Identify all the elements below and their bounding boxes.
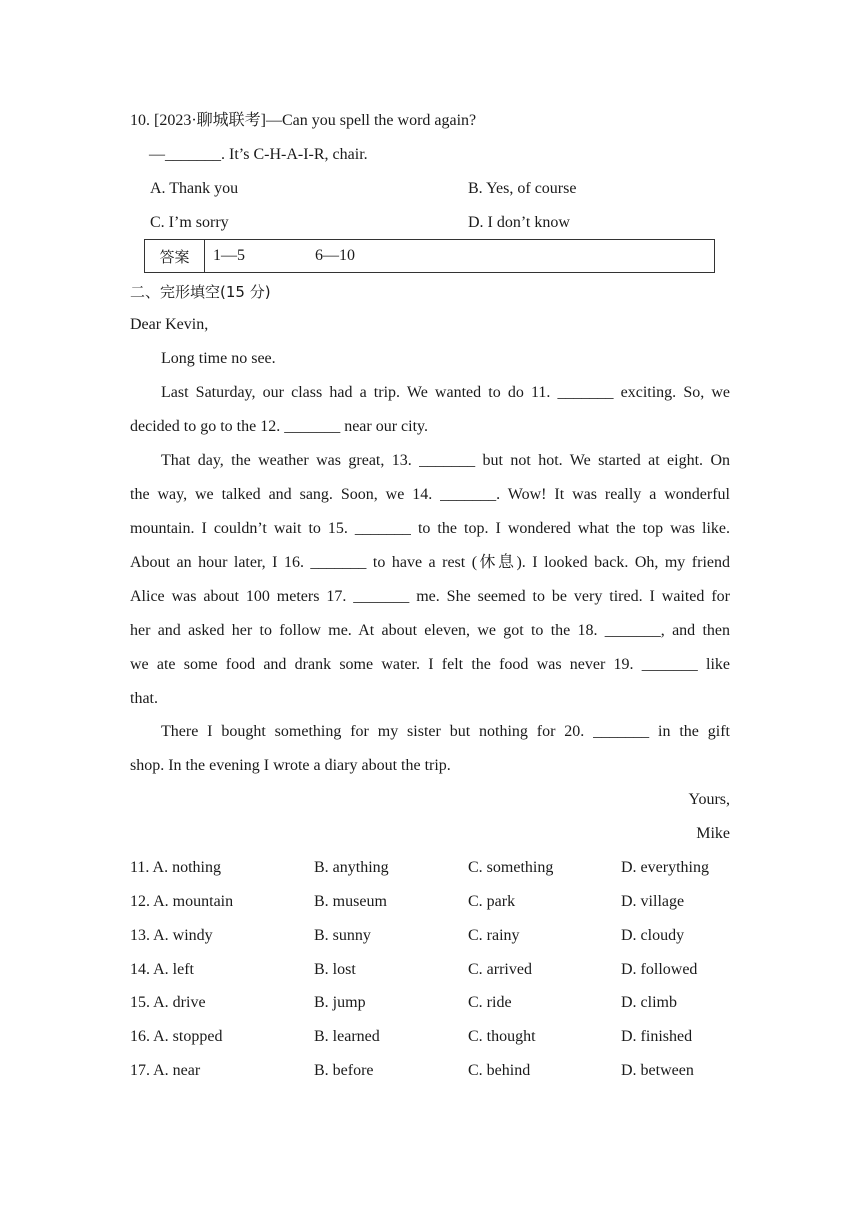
choice-option: D. cloudy <box>621 927 685 944</box>
choice-option: 17. A. near <box>130 1062 201 1079</box>
question-10-option-a: A. Thank you <box>150 180 239 197</box>
question-10-option-d: D. I don’t know <box>468 214 570 231</box>
choice-option: D. followed <box>621 961 698 978</box>
question-10-reply: —_______. It’s C-H-A-I-R, chair. <box>149 146 368 163</box>
choice-option: 11. A. nothing <box>130 859 221 876</box>
letter-paragraph-1: Long time no see. <box>161 350 276 367</box>
choice-option: D. everything <box>621 859 709 876</box>
choice-option: 16. A. stopped <box>130 1028 223 1045</box>
choice-option: B. anything <box>314 859 389 876</box>
letter-greeting: Dear Kevin, <box>130 316 209 333</box>
choice-option: B. sunny <box>314 927 371 944</box>
letter-line: That day, the weather was great, 13. _______ but not hot. We started at eight. On <box>161 452 730 469</box>
choice-option: C. park <box>468 893 516 910</box>
letter-line: mountain. I couldn’t wait to 15. _______ to the top. I wondered what the top was like. <box>130 520 730 537</box>
letter-line: the way, we talked and sang. Soon, we 14. _______. Wow! It was really a wonderful <box>130 486 730 503</box>
answer-range-1: 1—5 <box>213 247 245 264</box>
letter-closing: Yours, <box>688 791 730 808</box>
answer-box-label: 答案 <box>145 240 205 272</box>
letter-line: decided to go to the 12. _______ near our city. <box>130 418 428 435</box>
choice-option: D. climb <box>621 994 677 1011</box>
answer-box-ranges <box>205 240 355 272</box>
question-10-stem: 10. [2023·聊城联考]—Can you spell the word again? <box>130 112 477 129</box>
question-10-option-b: B. Yes, of course <box>468 180 577 197</box>
choice-option: D. between <box>621 1062 694 1079</box>
choice-option: C. something <box>468 859 554 876</box>
choice-option: 14. A. left <box>130 961 194 978</box>
choice-option: C. behind <box>468 1062 531 1079</box>
choice-option: B. learned <box>314 1028 380 1045</box>
letter-line: There I bought something for my sister but nothing for 20. _______ in the gift <box>161 723 730 740</box>
choice-option: D. finished <box>621 1028 693 1045</box>
choice-option: B. jump <box>314 994 366 1011</box>
letter-signature: Mike <box>696 825 730 842</box>
letter-line: that. <box>130 690 158 707</box>
choice-option: C. thought <box>468 1028 536 1045</box>
section-title: 二、完形填空(15 分) <box>130 283 271 301</box>
letter-line: Last Saturday, our class had a trip. We wanted to do 11. _______ exciting. So, we <box>161 384 730 401</box>
choice-option: C. ride <box>468 994 512 1011</box>
choice-option: B. museum <box>314 893 387 910</box>
choice-option: B. lost <box>314 961 356 978</box>
letter-line: her and asked her to follow me. At about eleven, we got to the 18. _______, and then <box>130 622 730 639</box>
choice-option: C. arrived <box>468 961 532 978</box>
choice-option: 12. A. mountain <box>130 893 234 910</box>
answer-box <box>144 239 715 273</box>
answer-range-2: 6—10 <box>315 247 355 264</box>
letter-line: we ate some food and drank some water. I felt the food was never 19. _______ like <box>130 656 730 673</box>
letter-line: Alice was about 100 meters 17. _______ me. She seemed to be very tired. I waited for <box>130 588 730 605</box>
choice-option: B. before <box>314 1062 374 1079</box>
letter-line: About an hour later, I 16. _______ to have a rest (休息). I looked back. Oh, my friend <box>130 554 730 571</box>
question-10-option-c: C. I’m sorry <box>150 214 229 231</box>
letter-line: shop. In the evening I wrote a diary about the trip. <box>130 757 451 774</box>
choice-option: D. village <box>621 893 685 910</box>
choice-option: C. rainy <box>468 927 520 944</box>
choice-option: 13. A. windy <box>130 927 213 944</box>
choice-option: 15. A. drive <box>130 994 206 1011</box>
